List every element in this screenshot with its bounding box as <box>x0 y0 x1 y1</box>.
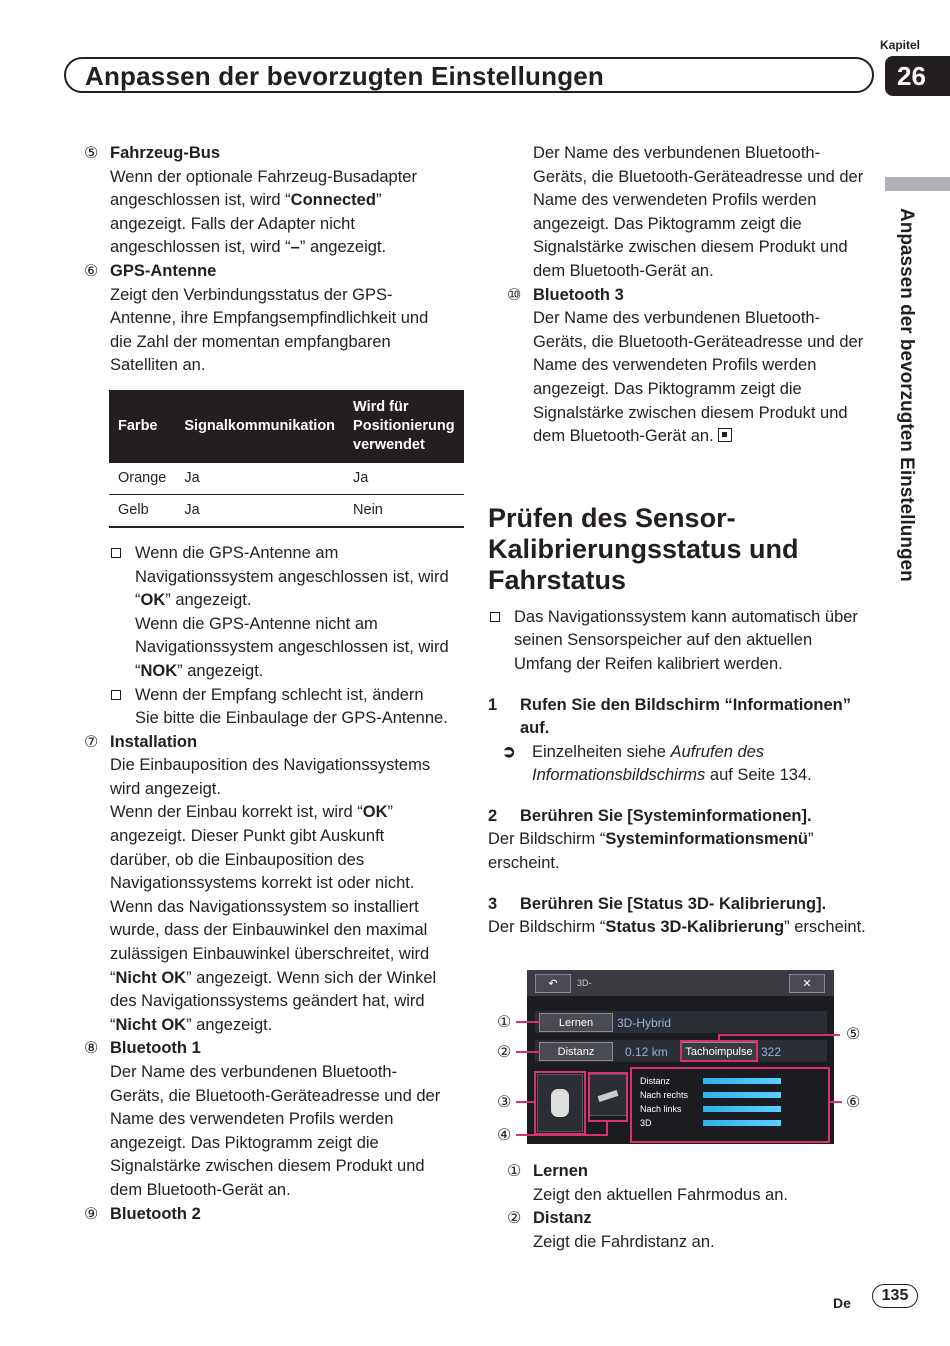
arrow-right-icon: ➲ <box>502 742 516 761</box>
item-fahrzeug-bus <box>84 142 449 260</box>
item-text: Wenn der Einbau korrekt ist, wird “OK” angezeigt. Dieser Punkt gibt Auskunft darüber, ob die Einbauposition des Navigationssystems korrekt ist oder nicht. <box>110 803 415 893</box>
tacho-label: Tachoimpulse <box>681 1042 757 1061</box>
callout-line <box>516 1101 534 1103</box>
step-3: 3 Berühren Sie [Status 3D- Kalibrierung]. <box>488 894 827 913</box>
table-cell: Ja <box>344 463 464 495</box>
checkbox-square-icon <box>490 612 500 622</box>
step-3-description: Der Bildschirm “Status 3D-Kalibrierung” erscheint. <box>488 918 866 937</box>
item-number: ⑦ <box>84 733 99 751</box>
table-header: Wird für Positionierung verwendet <box>344 390 464 463</box>
checkbox-square-icon <box>111 690 121 700</box>
screenshot-title: 3D- <box>577 978 592 988</box>
note-text: Wenn die GPS-Antenne am Navigationssystem angeschlossen ist, wird “OK” angezeigt. <box>135 543 449 610</box>
callout-frame-3 <box>534 1071 586 1135</box>
callout-line <box>830 1101 842 1103</box>
callout-number: ⑥ <box>846 1094 861 1111</box>
item-distanz <box>507 1207 877 1254</box>
bar-label: Nach links <box>640 1104 682 1114</box>
tacho-value: 322 <box>761 1045 782 1059</box>
item-title: Installation <box>110 732 198 751</box>
step-2-description: Der Bildschirm “Systeminformationsmenü” erscheint. <box>488 830 814 873</box>
item-text: Wenn der optionale Fahrzeug-Busadapter angeschlossen ist, wird “Connected” angezeigt. Falls der Adapter nicht angeschlossen ist, wird “–” angezeigt. <box>110 167 417 257</box>
table-cell: Orange <box>109 463 175 495</box>
item-number: ⑥ <box>84 262 99 280</box>
callout-frame-6 <box>630 1067 830 1143</box>
table-cell: Ja <box>175 494 344 527</box>
side-title: Anpassen der bevorzugten Einstellungen <box>896 208 917 582</box>
callout-frame-4 <box>588 1072 628 1122</box>
callout-number: ③ <box>497 1094 512 1111</box>
item-installation <box>84 731 449 1038</box>
callout-number: ⑤ <box>846 1026 861 1043</box>
item-number: ⑨ <box>84 1205 99 1223</box>
back-icon: ↶ <box>535 974 571 993</box>
item-bluetooth-3 <box>507 284 873 449</box>
note-text: Wenn der Empfang schlecht ist, ändern Sie bitte die Einbaulage der GPS-Antenne. <box>135 685 448 728</box>
lernen-button: Lernen <box>539 1013 613 1032</box>
callout-number: ④ <box>497 1127 512 1144</box>
item-title: Distanz <box>533 1209 592 1228</box>
table-header-row <box>109 390 464 463</box>
callout-line <box>718 1034 720 1042</box>
bar-label: 3D <box>640 1118 652 1128</box>
bluetooth-2-text: Der Name des verbundenen Bluetooth-Geräts, die Bluetooth-Geräteadresse und der Name des verwendeten Profils werden angezeigt. Das Piktogramm zeigt die Signalstärke zwischen diesem Produkt und dem Bluetooth-Gerät an. <box>533 144 864 280</box>
note-calibration <box>488 606 873 677</box>
item-number: ② <box>507 1210 522 1228</box>
table-header: Farbe <box>109 390 175 463</box>
item-number: ⑩ <box>507 286 522 304</box>
item-text: Zeigt den Verbindungsstatus der GPS-Antenne, ihre Empfangsempfindlichkeit und die Zahl der momentan empfangbaren Satelliten an. <box>110 285 429 375</box>
right-column <box>488 142 873 940</box>
item-number: ⑤ <box>84 145 99 162</box>
gps-table <box>109 390 464 528</box>
item-text: Der Name des verbundenen Bluetooth-Geräts, die Bluetooth-Geräteadresse und der Name des verwendeten Profils werden angezeigt. Das Piktogramm zeigt die Signalstärke zwischen diesem Produkt und dem Bluetooth-Gerät an. <box>110 1063 441 1199</box>
page-number: 135 <box>872 1284 918 1308</box>
item-number: ⑧ <box>84 1040 99 1058</box>
screenshot-legend <box>507 1160 877 1254</box>
item-title: Lernen <box>533 1162 589 1180</box>
step-1-reference <box>488 741 873 788</box>
callout-line <box>516 1134 608 1136</box>
item-text: Die Einbauposition des Navigationssystems wird angezeigt. <box>110 756 431 798</box>
note-text: Wenn die GPS-Antenne nicht am Navigationssystem angeschlossen ist, wird “NOK” angezeigt. <box>135 614 449 680</box>
left-column <box>84 142 455 1226</box>
item-bluetooth-1 <box>84 1037 449 1202</box>
checkbox-square-icon <box>111 548 121 558</box>
callout-line <box>516 1051 540 1053</box>
end-mark-icon <box>718 428 732 442</box>
page-title: Anpassen der bevorzugten Einstellungen <box>85 61 605 91</box>
item-text: Wenn das Navigationssystem so installiert wurde, dass der Einbauwinkel den maximal zulässigen Einbauwinkel überschreitet, wird “Nicht OK” angezeigt. Wenn sich der Winkel des Navigationssystems geändert hat, wird “Nicht OK” angezeigt. <box>110 897 437 1034</box>
table-cell: Gelb <box>109 494 175 527</box>
lernen-value: 3D-Hybrid <box>617 1016 672 1030</box>
item-title: Bluetooth 3 <box>533 285 624 304</box>
item-gps-antenne <box>84 260 449 378</box>
item-text: Der Name des verbundenen Bluetooth-Geräts, die Bluetooth-Geräteadresse und der Name des verwendeten Profils werden angezeigt. Das Piktogramm zeigt die Signalstärke zwischen diesem Produkt und dem Bluetooth-Gerät an. <box>533 309 864 446</box>
callout-line <box>606 1122 608 1136</box>
table-row <box>109 463 464 495</box>
step-1: 1 Rufen Sie den Bildschirm “Informationen” auf. <box>488 695 851 738</box>
item-text: Zeigt die Fahrdistanz an. <box>533 1232 715 1251</box>
side-tab-bar <box>885 177 950 191</box>
chapter-number: 26 <box>885 56 950 96</box>
chapter-label: Kapitel <box>880 38 921 52</box>
language-code: De <box>833 1295 851 1311</box>
note-gps-connected <box>109 542 449 684</box>
distanz-button: Distanz <box>539 1042 613 1061</box>
item-text: Zeigt den aktuellen Fahrmodus an. <box>533 1185 788 1204</box>
close-icon: ✕ <box>789 974 825 993</box>
bar-label: Nach rechts <box>640 1090 689 1100</box>
callout-number: ② <box>497 1044 512 1061</box>
callout-line <box>516 1021 540 1023</box>
screenshot-topbar <box>527 970 834 996</box>
item-lernen <box>507 1160 877 1207</box>
table-row <box>109 494 464 527</box>
callout-line <box>718 1034 840 1036</box>
item-title: Bluetooth 2 <box>110 1204 201 1223</box>
note-text: Das Navigationssystem kann automatisch über seinen Sensorspeicher auf den aktuellen Umfang der Reifen kalibriert werden. <box>514 607 858 673</box>
reference-text: Einzelheiten siehe Aufrufen des Informationsbildschirms auf Seite 134. <box>532 742 812 785</box>
table-cell: Ja <box>175 463 344 495</box>
item-number: ① <box>507 1163 522 1180</box>
item-bluetooth-2 <box>84 1203 449 1227</box>
section-heading: Prüfen des Sensor-Kalibrierungsstatus und Fahrstatus <box>488 502 799 595</box>
item-title: GPS-Antenne <box>110 261 217 280</box>
callout-number: ① <box>497 1014 512 1031</box>
item-title: Fahrzeug-Bus <box>110 144 221 162</box>
table-header: Signalkommunikation <box>175 390 344 463</box>
note-gps-reception <box>109 684 449 731</box>
bar-label: Distanz <box>640 1076 671 1086</box>
step-2: 2 Berühren Sie [Systeminformationen]. <box>488 806 812 825</box>
callout-frame-5 <box>680 1040 758 1062</box>
distanz-value: 0.12 km <box>625 1045 668 1059</box>
item-title: Bluetooth 1 <box>110 1039 201 1058</box>
table-cell: Nein <box>344 494 464 527</box>
